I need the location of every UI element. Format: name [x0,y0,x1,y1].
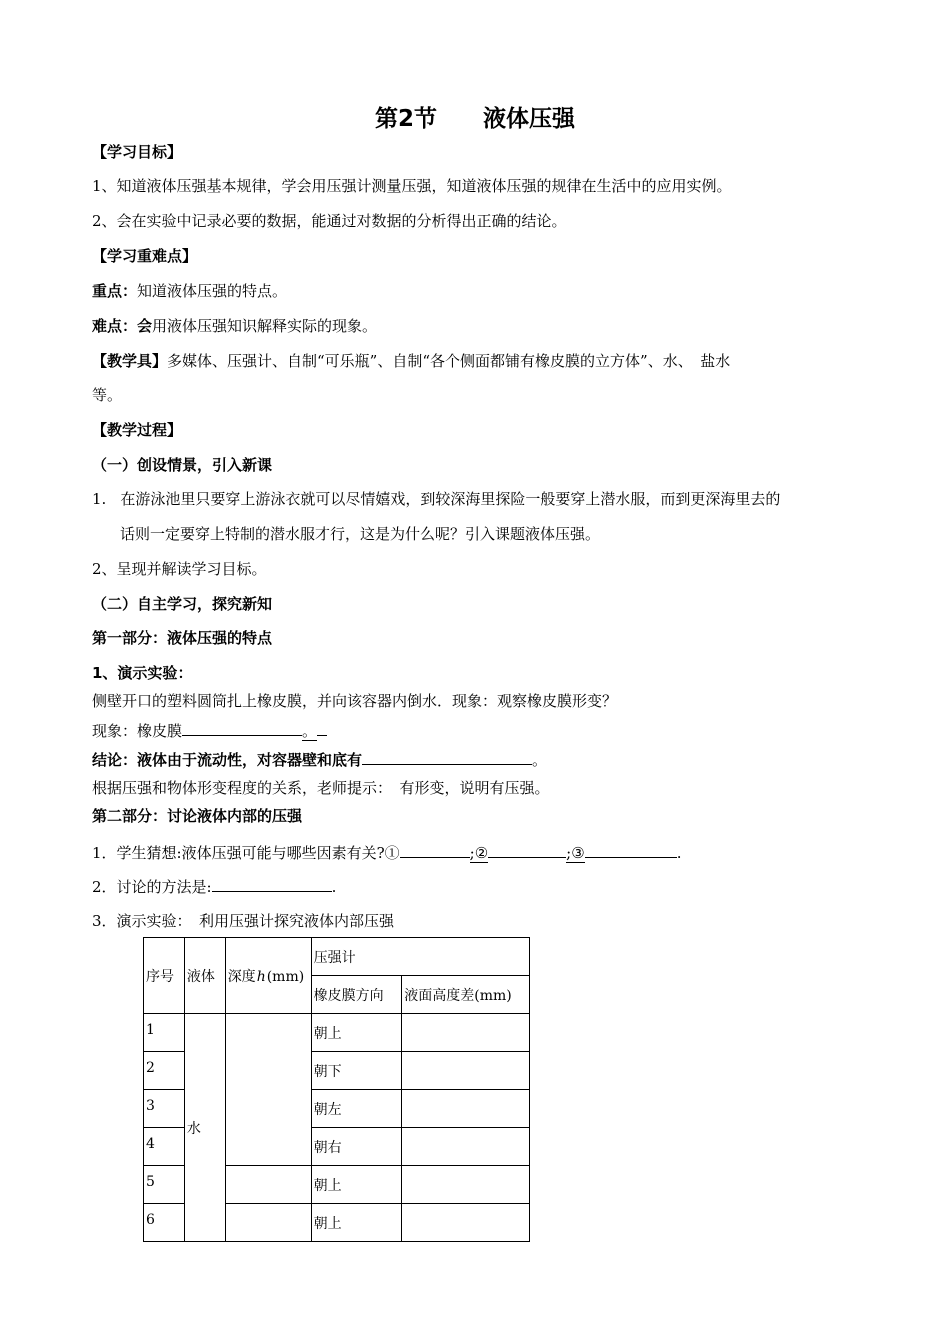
header-depth-var: h [256,968,266,985]
row-direction: 朝左 [311,1090,402,1128]
phenomenon-end: 。 [302,722,318,740]
sub1-heading: 第一部分：液体压强的特点 [92,629,273,647]
header-depth-label: 深度 [227,968,256,985]
part1-heading: （一）创设情景，引入新课 [92,456,273,474]
item-1-number: 1. [92,490,107,508]
table-row [144,1014,530,1052]
row-depth[interactable] [225,1166,311,1204]
conclusion-end: 。 [532,751,548,769]
row-no: 5 [144,1166,185,1204]
conclusion-line [92,749,547,770]
header-liquid: 液体 [184,938,225,1014]
experiment-line: 3．演示实验： 利用压强计探究液体内部压强 [92,912,395,930]
row-no: 2 [144,1052,185,1090]
item-1-line-1: 在游泳池里只要穿上游泳衣就可以尽情嬉戏，到较深海里探险一般要穿上潜水服，而到更深海里去的 [120,490,781,508]
key-point-text: 知道液体压强的特点。 [137,282,288,300]
goal-2: 2、会在实验中记录必要的数据，能通过对数据的分析得出正确的结论。 [92,212,567,230]
difficult-point [92,316,377,336]
phenomenon-blank[interactable] [182,720,302,736]
phenomenon-label: 现象：橡皮膜 [92,722,183,740]
part2-heading: （二）自主学习，探究新知 [92,595,273,613]
difficult-point-bold: 会 [137,317,153,335]
difficult-point-label: 难点： [92,317,138,335]
difficult-point-text: 用液体压强知识解释实际的现象。 [152,317,378,335]
phenomenon-blank-tail [317,720,327,736]
method-blank[interactable] [212,876,332,892]
goal-1: 1、知道液体压强基本规律，学会用压强计测量压强，知道液体压强的规律在生活中的应用实例。 [92,177,732,195]
row-height-diff[interactable] [402,1204,530,1242]
demo-text: 侧壁开口的塑料圆筒扎上橡皮膜，并向该容器内倒水．现象：观察橡皮膜形变？ [92,692,618,710]
row-height-diff[interactable] [402,1090,530,1128]
key-point [92,281,287,301]
demo-heading: 1、演示实验： [92,664,193,682]
conclusion-label: 结论：液体由于流动性，对容器壁和底有 [92,751,363,769]
row-direction: 朝上 [311,1014,402,1052]
row-direction: 朝右 [311,1128,402,1166]
guess-blank-2[interactable] [488,842,566,858]
conclusion-blank[interactable] [362,749,532,765]
header-depth [225,938,311,1014]
teaching-tools-cont: 等。 [92,386,123,404]
page-title: 第2节 液体压强 [374,106,575,132]
header-height-diff: 液面高度差(mm) [402,976,530,1014]
item-2: 2、呈现并解读学习目标。 [92,560,267,578]
key-points-heading: 【学习重难点】 [92,247,198,265]
row-height-diff[interactable] [402,1128,530,1166]
row-direction: 朝上 [311,1166,402,1204]
phenomenon-line [92,720,327,741]
row-direction: 朝下 [311,1052,402,1090]
guess-sep-2: ;③ [566,844,585,862]
row-height-diff[interactable] [402,1052,530,1090]
row-no: 4 [144,1128,185,1166]
guess-end: . [676,844,682,862]
teaching-tools-text: 多媒体、压强计、自制“可乐瓶”、自制“各个侧面都铺有橡皮膜的立方体”、水、 盐水 [167,352,731,370]
depth-cell-group[interactable] [225,1014,311,1166]
hint-text: 根据压强和物体形变程度的关系，老师提示： 有形变，说明有压强。 [92,779,550,797]
row-no: 3 [144,1090,185,1128]
row-no: 1 [144,1014,185,1052]
sub2-heading: 第二部分：讨论液体内部的压强 [92,807,303,825]
row-height-diff[interactable] [402,1014,530,1052]
experiment-table [143,937,530,1242]
header-gauge: 压强计 [311,938,529,976]
item-1 [92,489,780,509]
teaching-tools-label: 【教学具】 [92,352,168,370]
item-1-line-2: 话则一定要穿上特制的潜水服才行，这是为什么呢？引入课题液体压强。 [120,525,601,543]
row-no: 6 [144,1204,185,1242]
key-point-label: 重点： [92,282,138,300]
row-height-diff[interactable] [402,1166,530,1204]
method-end: . [331,878,337,896]
goals-heading: 【学习目标】 [92,143,183,161]
header-depth-unit: (mm) [266,968,305,985]
guess-line [92,842,681,863]
guess-blank-1[interactable] [400,842,470,858]
header-no: 序号 [144,938,185,1014]
method-line [92,876,336,897]
guess-label: 1．学生猜想:液体压强可能与哪些因素有关?① [92,844,400,862]
liquid-cell: 水 [184,1014,225,1242]
row-depth[interactable] [225,1204,311,1242]
teaching-tools [92,351,730,371]
process-heading: 【教学过程】 [92,421,183,439]
method-label: 2．讨论的方法是: [92,878,212,896]
row-direction: 朝上 [311,1204,402,1242]
guess-blank-3[interactable] [585,842,677,858]
guess-sep-1: ;② [469,844,489,862]
header-membrane: 橡皮膜方向 [311,976,402,1014]
